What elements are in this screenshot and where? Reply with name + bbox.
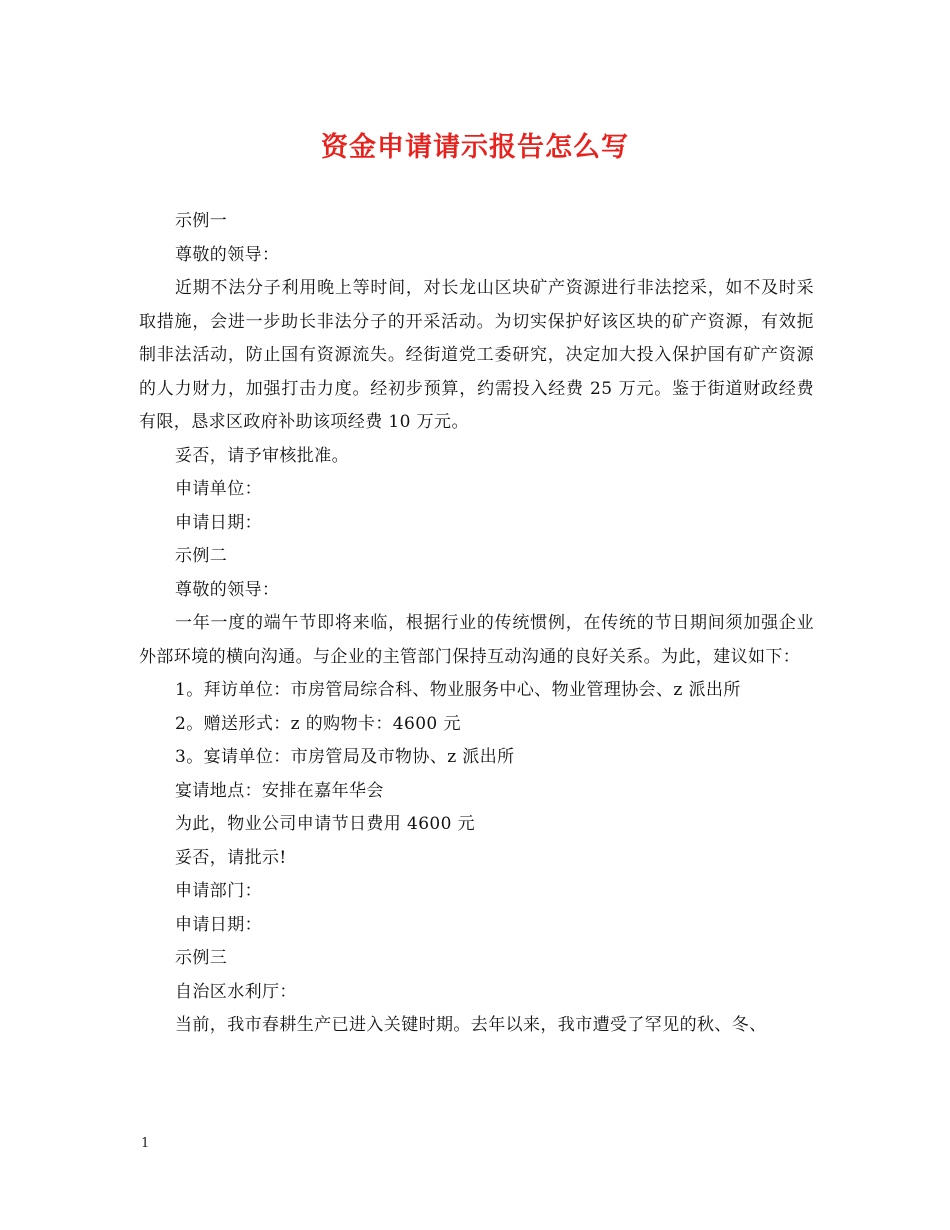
paragraph: 3。宴请单位：市房管局及市物协、z 派出所 xyxy=(175,747,515,767)
document-body xyxy=(139,205,814,1043)
paragraph: 申请日期： xyxy=(175,914,262,935)
paragraph: 一年一度的端午节即将来临，根据行业的传统惯例，在传统的节日期间须加强企业外部环境的横向沟通。与企业的主管部门保持互动沟通的良好关系。为此，建议如下： xyxy=(139,613,814,667)
paragraph: 申请部门： xyxy=(175,881,262,901)
page-number: 1 xyxy=(141,1136,150,1151)
paragraph: 申请日期： xyxy=(175,512,262,533)
paragraph: 尊敬的领导： xyxy=(175,244,280,265)
paragraph: 妥否，请予审核批准。 xyxy=(175,445,349,466)
paragraph: 示例三 xyxy=(175,948,228,968)
paragraph: 2。赠送形式：z 的购物卡：4600 元 xyxy=(175,713,461,734)
paragraph: 1。拜访单位：市房管局综合科、物业服务中心、物业管理协会、z 派出所 xyxy=(175,680,741,700)
paragraph: 宴请地点：安排在嘉年华会 xyxy=(175,780,384,801)
paragraph: 当前，我市春耕生产已进入关键时期。去年以来，我市遭受了罕见的秋、冬、 xyxy=(175,1015,767,1035)
document-title: 资金申请请示报告怎么写 xyxy=(321,132,629,163)
paragraph: 自治区水利厅： xyxy=(175,981,297,1002)
paragraph: 近期不法分子利用晚上等时间，对长龙山区块矿产资源进行非法挖采，如不及时采取措施，会进一步助长非法分子的开采活动。为切实保护好该区块的矿产资源，有效扼制非法活动，防止国有资源流失。经街道党工委研究，决定加大投入保护国有矿产资源的人力财力，加强打击力度。经初步预算，约需投入经费 25 万元。鉴于街道财政经费有限，恳求区政府补助该项经费 10 万元。 xyxy=(139,278,814,432)
paragraph: 示例一 xyxy=(175,211,228,231)
paragraph: 妥否，请批示! xyxy=(175,847,287,868)
paragraph: 尊敬的领导： xyxy=(175,579,280,600)
paragraph: 示例二 xyxy=(175,546,228,566)
paragraph: 申请单位： xyxy=(175,479,262,499)
paragraph: 为此，物业公司申请节日费用 4600 元 xyxy=(175,814,476,834)
